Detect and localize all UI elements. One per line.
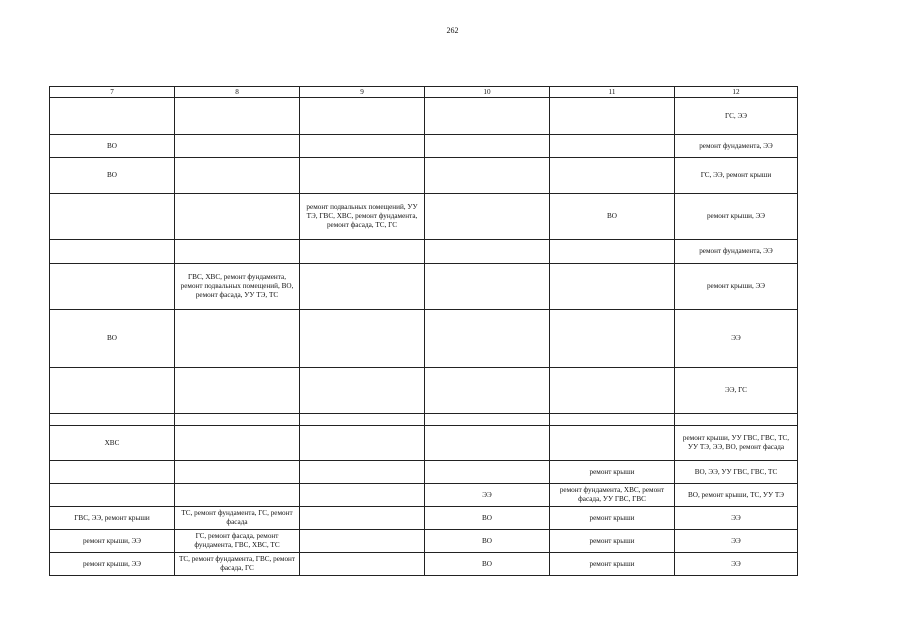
table-cell: ремонт крыши <box>550 507 675 530</box>
table-cell <box>550 368 675 414</box>
table-row <box>50 158 798 194</box>
table-cell: ЭЭ <box>675 310 798 368</box>
table-cell <box>175 240 300 264</box>
table-cell <box>550 98 675 135</box>
table-cell: ВО <box>425 530 550 553</box>
table-cell <box>425 240 550 264</box>
table-cell <box>425 135 550 158</box>
table-cell <box>550 158 675 194</box>
table-cell: ХВС <box>50 426 175 461</box>
table-row <box>50 507 798 530</box>
table-cell <box>175 461 300 484</box>
table-cell: ГВС, ХВС, ремонт фундамента, ремонт подвальных помещений, ВО, ремонт фасада, УУ ТЭ, ТС <box>175 264 300 310</box>
table-cell: ТС, ремонт фундамента, ГС, ремонт фасада <box>175 507 300 530</box>
table-cell <box>50 98 175 135</box>
table-row <box>50 368 798 414</box>
table-cell <box>50 194 175 240</box>
table-cell <box>300 158 425 194</box>
table-cell <box>175 414 300 426</box>
table-cell <box>550 310 675 368</box>
table-cell <box>425 368 550 414</box>
table-cell: ремонт фундамента, ЭЭ <box>675 135 798 158</box>
table-cell: ГС, ЭЭ <box>675 98 798 135</box>
table-cell: ремонт крыши, ЭЭ <box>50 530 175 553</box>
table-cell <box>50 414 175 426</box>
table-cell: ремонт крыши <box>550 530 675 553</box>
column-header: 8 <box>175 87 300 98</box>
table-cell <box>425 414 550 426</box>
table-cell <box>550 414 675 426</box>
table-cell <box>550 264 675 310</box>
table-cell <box>50 264 175 310</box>
table-row <box>50 414 798 426</box>
table-row <box>50 461 798 484</box>
table-cell <box>50 461 175 484</box>
table-cell: ВО <box>50 158 175 194</box>
table-cell: ВО <box>550 194 675 240</box>
table-cell: ремонт фундамента, ЭЭ <box>675 240 798 264</box>
table-cell <box>175 98 300 135</box>
table-header-row <box>50 87 798 98</box>
table-row <box>50 484 798 507</box>
table-cell: ЭЭ, ГС <box>675 368 798 414</box>
table-cell: ВО <box>425 507 550 530</box>
column-header: 11 <box>550 87 675 98</box>
table-cell <box>300 310 425 368</box>
table-cell: ремонт крыши, УУ ГВС, ГВС, ТС, УУ ТЭ, ЭЭ, ВО, ремонт фасада <box>675 426 798 461</box>
table-cell: ремонт крыши, ЭЭ <box>50 553 175 576</box>
table-row <box>50 135 798 158</box>
table-row <box>50 194 798 240</box>
table-row <box>50 98 798 135</box>
table-row <box>50 264 798 310</box>
table-cell <box>175 484 300 507</box>
table-cell <box>175 135 300 158</box>
table-row <box>50 553 798 576</box>
column-header: 9 <box>300 87 425 98</box>
table-cell <box>550 240 675 264</box>
table-row <box>50 426 798 461</box>
table-cell: ЭЭ <box>675 553 798 576</box>
table-cell: ВО <box>50 135 175 158</box>
table-row <box>50 310 798 368</box>
table-cell <box>175 310 300 368</box>
table-cell <box>425 98 550 135</box>
table-cell <box>300 530 425 553</box>
table-cell: ЭЭ <box>675 507 798 530</box>
table-cell: ремонт подвальных помещений, УУ ТЭ, ГВС, ХВС, ремонт фундамента, ремонт фасада, ТС, ГС <box>300 194 425 240</box>
table-cell: ГС, ремонт фасада, ремонт фундамента, ГВС, ХВС, ТС <box>175 530 300 553</box>
table-cell <box>425 158 550 194</box>
table-row <box>50 530 798 553</box>
table-cell <box>300 461 425 484</box>
table-cell <box>425 426 550 461</box>
table-cell <box>175 194 300 240</box>
table-cell <box>50 368 175 414</box>
table-cell: ВО, ЭЭ, УУ ГВС, ГВС, ТС <box>675 461 798 484</box>
data-table <box>49 86 798 576</box>
table-cell <box>300 426 425 461</box>
table-row <box>50 240 798 264</box>
table-cell: ГВС, ЭЭ, ремонт крыши <box>50 507 175 530</box>
table-cell <box>175 368 300 414</box>
column-header: 12 <box>675 87 798 98</box>
page-number: 262 <box>446 26 459 35</box>
column-header: 7 <box>50 87 175 98</box>
table-cell <box>50 484 175 507</box>
table-cell <box>300 553 425 576</box>
table-cell <box>300 264 425 310</box>
table-cell <box>300 368 425 414</box>
table-cell: ЭЭ <box>675 530 798 553</box>
table-cell: ЭЭ <box>425 484 550 507</box>
table-cell <box>550 135 675 158</box>
table-cell: ТС, ремонт фундамента, ГВС, ремонт фасада, ГС <box>175 553 300 576</box>
table-cell <box>300 414 425 426</box>
table-cell <box>50 240 175 264</box>
table-cell: ВО, ремонт крыши, ТС, УУ ТЭ <box>675 484 798 507</box>
table-cell <box>300 484 425 507</box>
table-cell: ГС, ЭЭ, ремонт крыши <box>675 158 798 194</box>
table-cell <box>300 98 425 135</box>
table-cell: ремонт фундамента, ХВС, ремонт фасада, УУ ГВС, ГВС <box>550 484 675 507</box>
table-cell: ремонт крыши <box>550 461 675 484</box>
table-cell <box>175 158 300 194</box>
table-cell <box>300 507 425 530</box>
table-cell <box>425 310 550 368</box>
table-cell <box>300 135 425 158</box>
table-cell: ВО <box>50 310 175 368</box>
table-cell: ремонт крыши, ЭЭ <box>675 264 798 310</box>
table-cell: ВО <box>425 553 550 576</box>
table-cell <box>425 461 550 484</box>
table-cell <box>300 240 425 264</box>
table-cell <box>175 426 300 461</box>
table-cell: ремонт крыши, ЭЭ <box>675 194 798 240</box>
table-cell <box>675 414 798 426</box>
table-cell <box>425 264 550 310</box>
column-header: 10 <box>425 87 550 98</box>
table-cell <box>550 426 675 461</box>
table-cell: ремонт крыши <box>550 553 675 576</box>
table-cell <box>425 194 550 240</box>
